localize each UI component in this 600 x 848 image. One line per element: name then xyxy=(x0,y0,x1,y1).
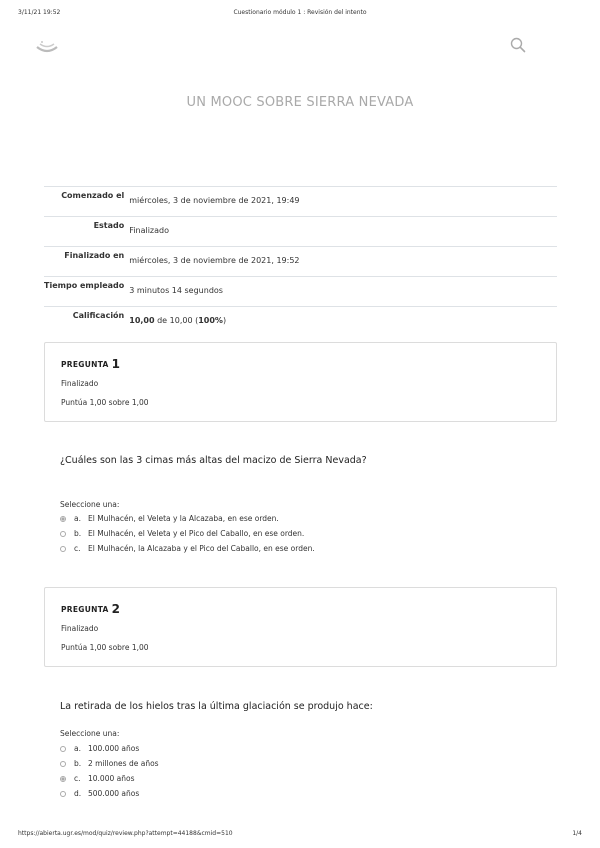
answer-option[interactable] xyxy=(60,756,540,771)
summary-label: Tiempo empleado xyxy=(44,281,125,290)
summary-label: Comenzado el xyxy=(61,191,125,200)
attempt-summary-table xyxy=(44,186,557,336)
summary-row-state xyxy=(44,217,557,247)
option-letter: b. xyxy=(74,529,82,538)
summary-row-started xyxy=(44,187,557,217)
question-label: PREGUNTA xyxy=(61,605,109,614)
option-letter: c. xyxy=(74,544,81,553)
question-grade: Puntúa 1,00 sobre 1,00 xyxy=(61,643,149,652)
summary-label: Calificación xyxy=(72,311,125,320)
answer-options xyxy=(60,741,540,801)
option-text: El Mulhacén, el Veleta y el Pico del Caballo, en ese orden. xyxy=(88,529,305,538)
grade-score: 10,00 xyxy=(129,316,155,325)
answer-prompt: Seleccione una: xyxy=(60,729,120,738)
answer-option[interactable] xyxy=(60,511,540,526)
question-number-value: 2 xyxy=(111,602,121,616)
summary-value: 3 minutos 14 segundos xyxy=(129,286,223,295)
radio-icon[interactable] xyxy=(60,546,66,552)
print-page-count: 1/4 xyxy=(572,830,582,837)
radio-icon[interactable] xyxy=(60,531,66,537)
question-number-value: 1 xyxy=(111,357,121,371)
summary-value: miércoles, 3 de noviembre de 2021, 19:49 xyxy=(129,196,300,205)
option-letter: a. xyxy=(74,514,81,523)
answer-options xyxy=(60,511,540,556)
radio-icon[interactable] xyxy=(60,746,66,752)
question-text: ¿Cuáles son las 3 cimas más altas del macizo de Sierra Nevada? xyxy=(60,455,367,466)
option-letter: a. xyxy=(74,744,81,753)
question-state: Finalizado xyxy=(61,624,99,633)
radio-checked-icon[interactable] xyxy=(60,776,66,782)
question-text: La retirada de los hielos tras la última glaciación se produjo hace: xyxy=(60,701,373,712)
option-text: El Mulhacén, la Alcazaba y el Pico del Caballo, en ese orden. xyxy=(88,544,315,553)
radio-icon[interactable] xyxy=(60,791,66,797)
grade-close: ) xyxy=(222,316,227,325)
option-text: 10.000 años xyxy=(88,774,135,783)
option-text: 500.000 años xyxy=(88,789,140,798)
option-text: El Mulhacén, el Veleta y la Alcazaba, en ese orden. xyxy=(88,514,279,523)
summary-value: miércoles, 3 de noviembre de 2021, 19:52 xyxy=(129,256,300,265)
summary-label: Finalizado en xyxy=(64,251,125,260)
question-info-card xyxy=(44,342,557,422)
answer-option[interactable] xyxy=(60,741,540,756)
print-title: Cuestionario módulo 1 : Revisión del intento xyxy=(233,9,367,16)
course-title[interactable]: UN MOOC SOBRE SIERRA NEVADA xyxy=(186,94,414,110)
summary-value xyxy=(129,307,557,337)
question-number xyxy=(61,602,120,616)
answer-option[interactable] xyxy=(60,541,540,556)
option-letter: c. xyxy=(74,774,81,783)
print-date: 3/11/21 19:52 xyxy=(18,9,61,16)
radio-icon[interactable] xyxy=(60,761,66,767)
search-icon[interactable] xyxy=(510,37,526,53)
radio-checked-icon[interactable] xyxy=(60,516,66,522)
question-state: Finalizado xyxy=(61,379,99,388)
ugr-logo-icon[interactable] xyxy=(34,38,60,56)
summary-label: Estado xyxy=(93,221,125,230)
question-grade: Puntúa 1,00 sobre 1,00 xyxy=(61,398,149,407)
question-info-card xyxy=(44,587,557,667)
grade-of: de 10,00 ( xyxy=(154,316,199,325)
summary-row-finished xyxy=(44,247,557,277)
summary-row-time-taken xyxy=(44,277,557,307)
answer-prompt: Seleccione una: xyxy=(60,500,120,509)
option-text: 2 millones de años xyxy=(88,759,159,768)
question-label: PREGUNTA xyxy=(61,360,109,369)
answer-option[interactable] xyxy=(60,771,540,786)
question-number xyxy=(61,357,120,371)
answer-option[interactable] xyxy=(60,526,540,541)
option-text: 100.000 años xyxy=(88,744,140,753)
summary-value: Finalizado xyxy=(129,226,169,235)
answer-option[interactable] xyxy=(60,786,540,801)
print-url: https://abierta.ugr.es/mod/quiz/review.php?attempt=44188&cmid=510 xyxy=(18,830,233,837)
grade-percent: 100% xyxy=(198,316,223,325)
option-letter: b. xyxy=(74,759,82,768)
option-letter: d. xyxy=(74,789,82,798)
summary-row-grade xyxy=(44,307,557,337)
